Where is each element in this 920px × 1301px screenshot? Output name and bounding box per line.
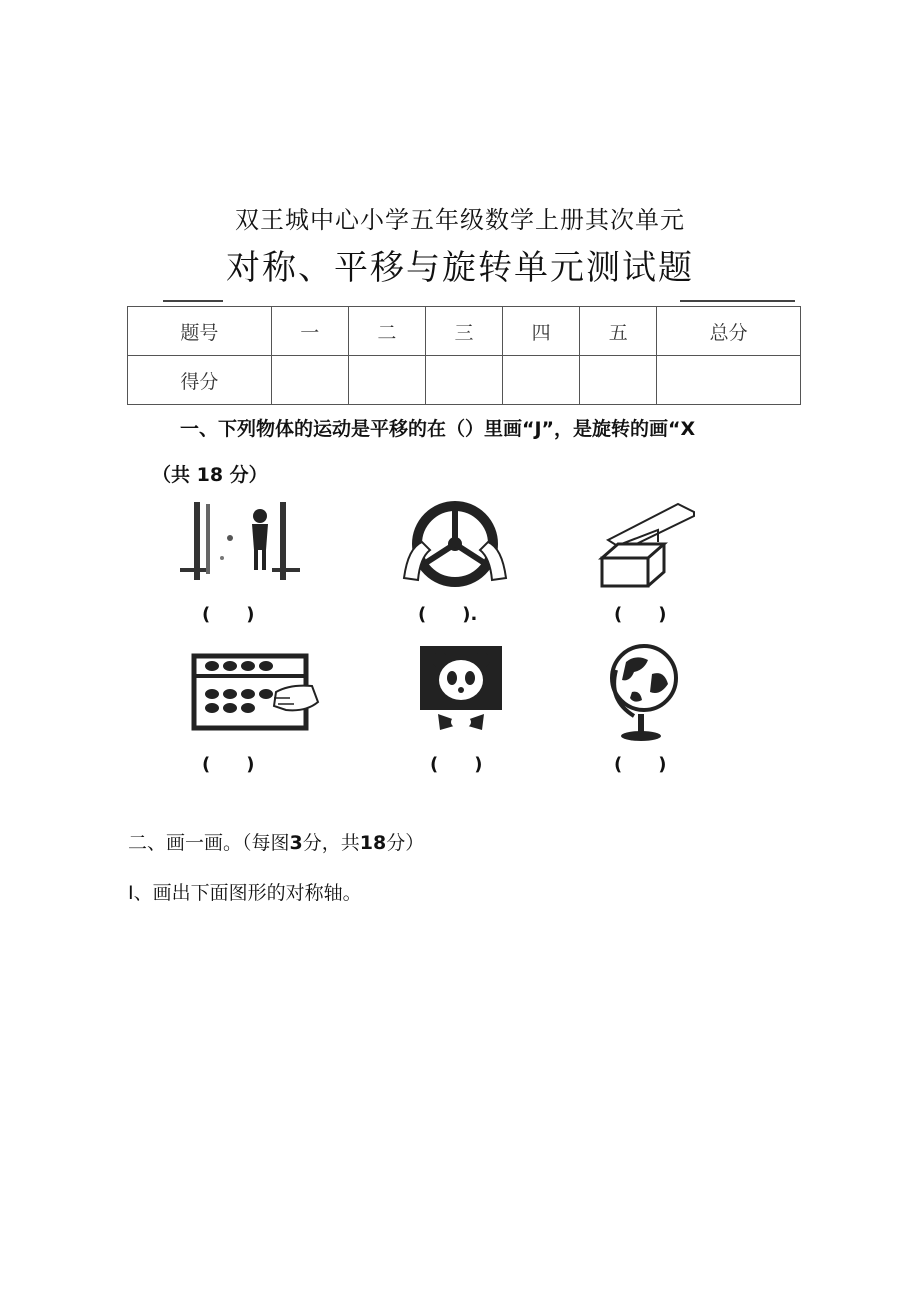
answer-blank-3[interactable]: ( ) bbox=[614, 604, 667, 625]
school-title: 双王城中心小学五年级数学上册其次单元 bbox=[235, 206, 685, 234]
drawer-icon bbox=[598, 500, 698, 590]
table-cell: 三 bbox=[425, 307, 502, 356]
table-cell: 四 bbox=[503, 307, 580, 356]
page-title: 对称、平移与旋转单元测试题 bbox=[226, 248, 694, 288]
header-line-right bbox=[680, 300, 795, 302]
score-input-cell[interactable] bbox=[503, 356, 580, 405]
steering-wheel-icon bbox=[400, 498, 510, 588]
elevator-icon bbox=[180, 498, 300, 584]
table-cell: 总分 bbox=[657, 307, 801, 356]
score-input-cell[interactable] bbox=[271, 356, 348, 405]
table-cell: 二 bbox=[348, 307, 425, 356]
score-input-cell[interactable] bbox=[580, 356, 657, 405]
panda-icon bbox=[416, 642, 506, 732]
section2-title-prefix: 二、画一画。（每图 bbox=[128, 832, 290, 854]
table-cell: 得分 bbox=[128, 356, 272, 405]
section2-title-mid: 分，共 bbox=[302, 832, 360, 854]
answer-blank-4[interactable]: ( ) bbox=[202, 754, 255, 775]
table-cell: 题号 bbox=[128, 307, 272, 356]
table-cell: 一 bbox=[271, 307, 348, 356]
score-input-cell[interactable] bbox=[425, 356, 502, 405]
score-table bbox=[127, 306, 801, 405]
score-table-header-row bbox=[128, 307, 801, 356]
section2-title bbox=[128, 828, 424, 855]
answer-blank-5[interactable]: ( ) bbox=[430, 754, 483, 775]
answer-blank-6[interactable]: ( ) bbox=[614, 754, 667, 775]
globe-icon bbox=[604, 640, 680, 744]
section1-title: 一、下列物体的运动是平移的在（）里画“J”，是旋转的画“X bbox=[180, 418, 696, 440]
section2-title-total: 18 bbox=[359, 832, 387, 854]
section1-points: （共 18 分） bbox=[152, 464, 268, 486]
score-input-cell[interactable] bbox=[348, 356, 425, 405]
score-input-cell[interactable] bbox=[657, 356, 801, 405]
abacus-icon bbox=[190, 650, 320, 735]
answer-blank-2[interactable]: ( ). bbox=[418, 604, 478, 625]
section2-question-1: I、画出下面图形的对称轴。 bbox=[128, 882, 362, 904]
section2-title-points: 3 bbox=[289, 832, 303, 854]
header-line-left bbox=[163, 300, 223, 302]
table-cell: 五 bbox=[580, 307, 657, 356]
section2-title-suffix: 分） bbox=[386, 832, 425, 854]
score-table-score-row bbox=[128, 356, 801, 405]
answer-blank-1[interactable]: ( ) bbox=[202, 604, 255, 625]
